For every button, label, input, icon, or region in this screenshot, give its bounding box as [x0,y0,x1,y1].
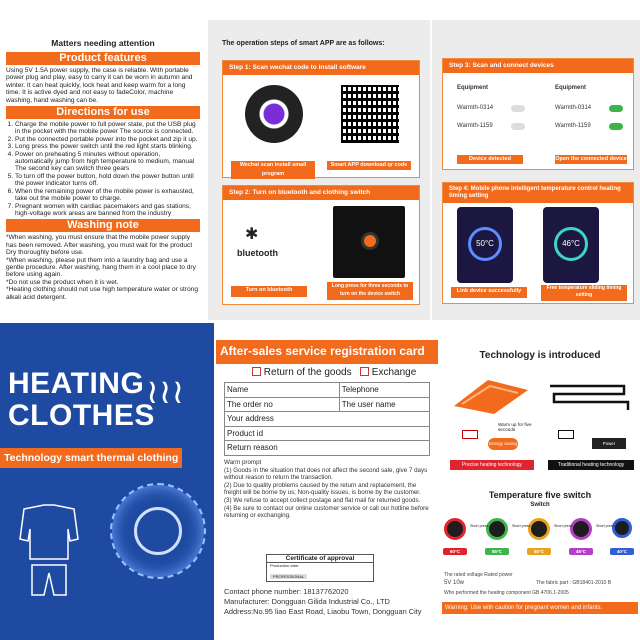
battery-icon [462,430,478,439]
sliding-timer-button[interactable]: Free temperature sliding timing setting [541,285,627,301]
switch-title: Temperature five switch [488,490,592,500]
exchange-label: Exchange [371,367,417,378]
qr-code-icon [341,85,399,143]
washing-text: *When washing, you must ensure that the mobile power supply has been removed. After washing, you must wait for the product Dry thoroughly before use. [6,234,193,257]
field-label: The user name [339,397,429,412]
list-item: 6. When the remaining power of the mobile power is exhausted, take out the mobile power to charge. [15,188,200,203]
warm-item: (2) Due to quality problems caused by the return and replacement, the freight will be borne by us; Non-quality issues, is borne by the customer. [224,481,421,497]
table-row [225,441,430,456]
warm-up-label: Warm up for five seconds [498,422,532,432]
tech-circle-icon [110,483,206,579]
switch-subtitle: Switch [530,502,550,508]
table-row [225,383,430,398]
list-item: 3. Long press the power switch until the red light starts blinking. [15,143,200,150]
power-consumption-badge: Power consumption [592,438,626,449]
step4-heading: Step 4: Mobile phone intelligent temperature control heating timing setting [443,183,633,203]
field-label: Telephone [339,383,429,398]
directions-heading: Directions for use [6,106,200,119]
step1-heading: Step 1: Scan wechat code to install software [223,61,419,75]
device-switch-button[interactable]: Long press for three seconds to turn on the device switch [327,282,413,300]
list-item: 2. Put the connected portable power into the pocket and zip it up. [15,136,200,143]
traditional-label: Traditional heating technology [548,460,634,470]
attention-panel [0,0,206,320]
hero-panel [0,323,214,640]
equipment-label: Equipment [555,85,586,91]
device-toggle[interactable] [511,123,525,130]
bluetooth-on-button[interactable]: Turn on bluetooth [231,286,307,297]
phone-screen [543,207,599,283]
bluetooth-label: bluetooth [237,248,278,258]
device-item: Warmth-0314 [457,105,494,111]
step2-card [222,185,420,305]
registration-table [224,382,430,456]
power-switch-icon[interactable] [528,518,550,540]
temp-40-label: 40°C [610,548,634,555]
warm-item: (4) Be sure to contact our online customer service or call our hotline before returning or exchanging. [224,504,429,520]
link-success-button[interactable]: Link device successfully [451,287,527,298]
attention-title: Matters needing attention [51,38,155,48]
certificate-badge: PROFESSIONAL [270,574,307,579]
device-toggle[interactable] [511,105,525,112]
wechat-code-icon [245,85,303,143]
component-standard: Who performed the heating component GB 4706.1-2005 [444,590,569,596]
device-detected-button[interactable]: Device detected [457,155,523,164]
heat-waves-icon: ≀≀≀ [146,373,185,411]
table-row [225,412,430,427]
certificate-date: Production date: [270,563,300,568]
temp-45-label: 45°C [569,548,593,555]
temp-60-label: 60°C [443,548,467,555]
technology-title: Technology is introduced [479,350,601,361]
short-press-label: Short press [596,524,615,528]
manufacturer: Manufacturer: Dongguan Gilida Industrial Co., LTD [224,597,390,606]
step1-card [222,60,420,178]
aftersales-title: After-sales service registration card [216,340,438,364]
exchange-option[interactable] [360,367,416,378]
table-row [225,397,430,412]
bluetooth-icon: ✱ [245,226,259,243]
list-item: 7. Pregnant women with cardiac pacemakers and gas stations, high-voltage work areas are banned from the industry [15,203,200,218]
list-item: 4. Power on preheating 5 minutes without operation, automatically jump from high temperature to medium, manual The second key can switch three gears [15,151,200,173]
step2-heading: Step 2: Turn on bluetooth and clothing switch [223,186,419,200]
temp-50-label: 50°C [527,548,551,555]
warm-item: (1) Goods in the situation that does not affect the second sale, give 7 days without reason to return the transaction. [224,466,428,482]
short-press-label: Short press [512,524,531,528]
certificate-title: Certificate of approval [267,555,373,563]
step3-heading: Step 3: Scan and connect devices [443,59,633,73]
directions-list [6,121,200,217]
table-row [225,426,430,441]
checkbox-icon[interactable] [360,367,369,376]
device-toggle-on[interactable] [609,123,623,130]
device-item: Warmth-0314 [555,105,592,111]
field-label: Name [225,383,340,398]
contact-phone: Contact phone number: 18137762020 [224,587,349,596]
battery-icon [558,430,574,439]
wechat-install-button[interactable]: Wechat scan install small program [231,161,315,179]
technology-panel [440,340,640,640]
field-label: Your address [225,412,430,427]
return-option[interactable] [252,367,352,378]
app-steps-title: The operation steps of smart APP are as follows: [222,40,385,47]
clothing-switch-image [333,206,405,278]
step4-card [442,182,634,304]
temp-dial: 50°C [468,227,502,261]
hero-line2: CLOTHES [8,399,155,432]
device-item: Warmth-1159 [457,123,493,129]
temp-55-label: 55°C [485,548,509,555]
hero-subtitle: Technology smart thermal clothing [0,448,182,468]
warm-prompt [224,459,430,520]
phone-screen [457,207,513,283]
app-steps-panel [208,20,430,320]
spec-voltage: The rated voltage Rated power [444,572,513,578]
field-label: Product id [225,426,430,441]
short-press-label: Short press [554,524,573,528]
return-label: Return of the goods [263,367,352,378]
washing-text: *Do not use the product when it is wet. [6,278,119,286]
warning-strip: Warning: Use with caution for pregnant women and infants. [442,602,638,614]
list-item: 5. To turn off the power button, hold down the power button until the power indicator turns off. [15,173,200,188]
washing-heading: Washing note [6,219,200,232]
field-label: The order no [225,397,340,412]
aftersales-panel [216,340,438,640]
spec-values: 5V 10w [444,580,465,586]
address: Address:No.95 liao East Road, Liaobu Town, Dongguan City [224,607,422,616]
warm-item: (3) We refuse to accept collect postage and flat mail for returned goods. [224,496,421,504]
clothing-outline-icon [14,499,84,599]
washing-text: *When washing, please put them into a laundry bag and use a gentle procedure. After washing, hang them in a cool place to dry before using again. [6,256,196,279]
short-press-label: Short press [470,524,489,528]
power-switch-icon[interactable] [444,518,466,540]
precise-label: Precise heating technology [450,460,534,470]
power-switch-icon[interactable] [612,518,632,538]
power-switch-icon[interactable] [486,518,508,540]
washing-text: *Heating clothing should not use high temperature water or strong alkali acid detergent. [6,286,199,301]
field-label: Return reason [225,441,430,456]
energy-saving-badge: Energy saving [488,438,518,450]
equipment-label: Equipment [457,85,488,91]
features-text: Using 5V 1.5A power supply, the case is reliable. With portable power plug and play, easy to carry it can be worn in autumn and winter. It can heat quickly, lock heat and keep warm for a long time. It is active dyed and not easy to fadeColor, machine washing, hand washing can be. [6,67,193,104]
hero-line1: HEATING [8,367,145,400]
traditional-heating-image [544,376,636,416]
app-download-button[interactable]: Smart APP download qr code [327,161,411,170]
checkbox-icon[interactable] [252,367,261,376]
device-item: Warmth-1159 [555,123,591,129]
features-heading: Product features [6,52,200,65]
app-steps-panel-2 [432,20,640,320]
contact-info [224,587,434,617]
step3-card [442,58,634,170]
open-device-button[interactable]: Open the connected device [555,156,627,162]
power-switch-icon[interactable] [570,518,592,540]
device-toggle-on[interactable] [609,105,623,112]
fabric-standard: The fabric part : GB18401-2010 B [536,580,612,586]
warm-title: Warm prompt [224,459,262,466]
certificate-box [266,554,374,582]
list-item: 1. Charge the mobile power to full power state, put the USB plug in the pocket with the mobile power The source is connected. [15,121,200,136]
temp-dial: 46°C [554,227,588,261]
